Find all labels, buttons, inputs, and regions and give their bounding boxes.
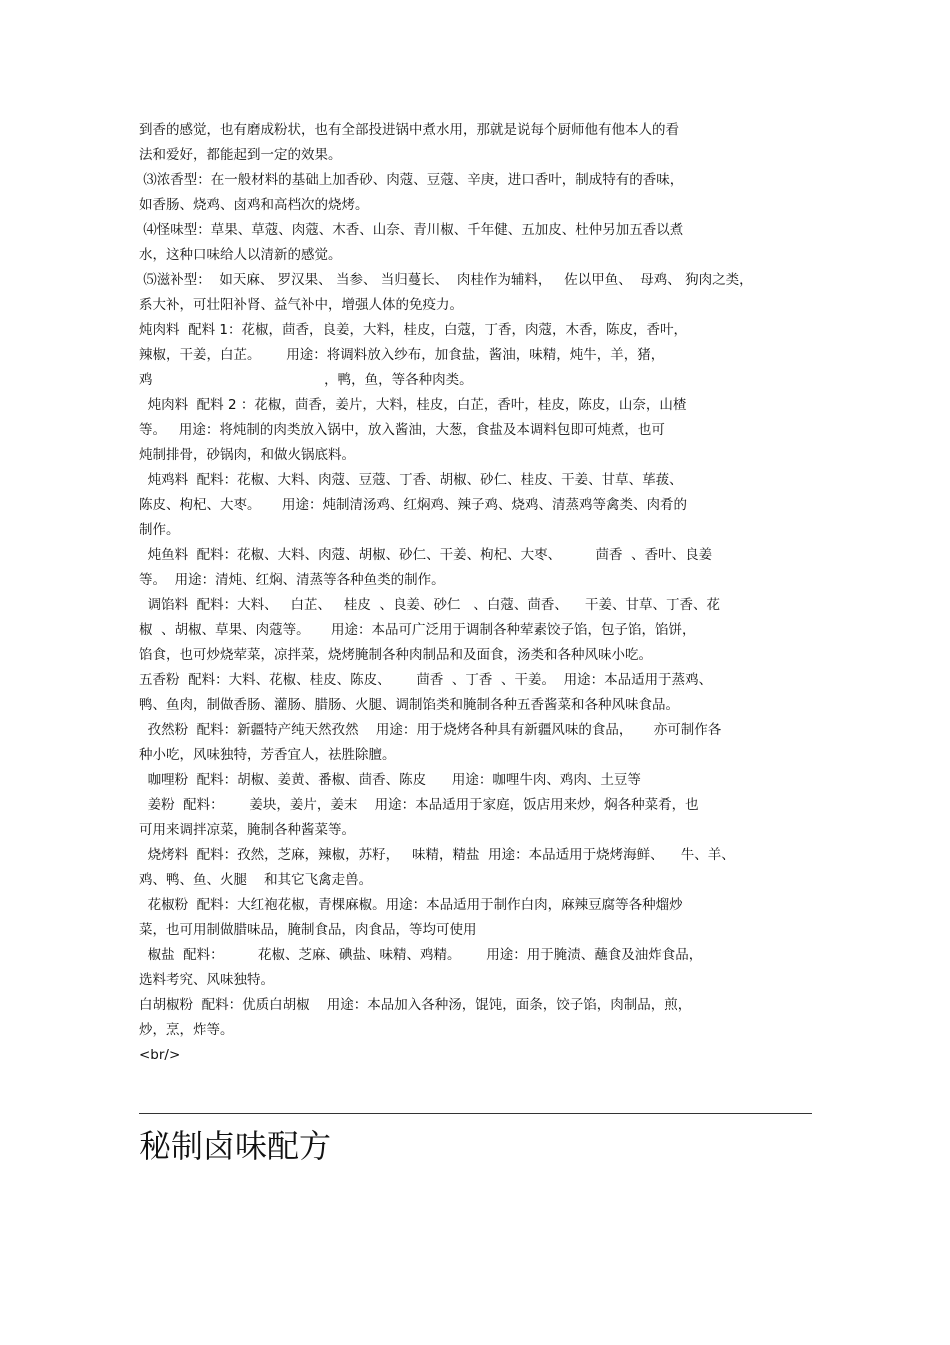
text-line: 鸡、鸭、鱼、火腿 和其它飞禽走兽。 [139, 872, 373, 888]
text-line: 如香肠、烧鸡、卤鸡和高档次的烧烤。 [139, 197, 369, 213]
text-line: 白胡椒粉 配料：优质白胡椒 用途：本品加入各种汤，馄饨，面条，饺子馅，肉制品，煎， [139, 997, 692, 1013]
text-line: 制作。 [139, 522, 180, 538]
text-line: 椒盐 配料： 花椒、芝麻、碘盐、味精、鸡精。 用途：用于腌渍、蘸食及油炸食品， [139, 947, 703, 963]
text-line: 烧烤料 配料：孜然，芝麻，辣椒，苏籽， 味精，精盐 用途：本品适用于烧烤海鲜、 牛、羊、 [139, 847, 735, 863]
text-line: 炖肉料 配料 2 ：花椒，茴香，姜片，大料，桂皮，白芷，香叶，桂皮，陈皮，山奈，山楂 [139, 397, 687, 413]
section-heading: 秘制卤味配方 [139, 1127, 332, 1165]
text-line: 菜，也可用制做腊味品，腌制食品，肉食品，等均可使用 [139, 922, 477, 938]
text-line: 陈皮、枸杞、大枣。 用途：炖制清汤鸡、红焖鸡、辣子鸡、烧鸡、清蒸鸡等禽类、肉肴的 [139, 497, 687, 513]
text-line: 等。 用途：将炖制的肉类放入锅中，放入酱油，大葱，食盐及本调料包即可炖煮，也可 [139, 422, 665, 438]
text-line: 姜粉 配料： 姜块，姜片，姜末 用途：本品适用于家庭，饭店用来炒，焖各种菜肴，也 [139, 797, 699, 813]
text-line: 等。 用途：清炖、红焖、清蒸等各种鱼类的制作。 [139, 572, 445, 588]
text-line: 孜然粉 配料：新疆特产纯天然孜然 用途：用于烧烤各种具有新疆风味的食品， 亦可制作各 [139, 722, 722, 738]
text-line: 花椒粉 配料：大红袍花椒，青棵麻椒。用途：本品适用于制作白肉，麻辣豆腐等各种熘炒 [139, 897, 683, 913]
body-text [139, 118, 819, 1068]
text-line: 到香的感觉，也有磨成粉状，也有全部投进锅中煮水用，那就是说每个厨师他有他本人的看 [139, 122, 679, 138]
text-line: 馅食，也可炒烧荤菜，凉拌菜，烧烤腌制各种肉制品和及面食，汤类和各种风味小吃。 [139, 647, 652, 663]
text-line: 水，这种口味给人以清新的感觉。 [139, 247, 342, 263]
text-line: 炖制排骨，砂锅肉，和做火锅底料。 [139, 447, 355, 463]
text-line: ⑷怪味型：草果、草蔻、肉蔻、木香、山奈、青川椒、千年健、五加皮、杜仲另加五香以煮 [139, 222, 684, 238]
text-line: 调馅料 配料：大料、 白芷、 桂皮 、良姜、砂仁 、白蔻、茴香、 干姜、甘草、丁香、花 [139, 597, 721, 613]
text-line: 炖肉料 配料 1：花椒，茴香，良姜，大料，桂皮，白蔻，丁香，肉蔻，木香，陈皮，香叶， [139, 322, 687, 338]
section-divider [139, 1113, 812, 1114]
text-line: 种小吃，风味独特，芳香宜人，祛胜除膻。 [139, 747, 396, 763]
text-line: 咖哩粉 配料：胡椒、姜黄、番椒、茴香、陈皮 用途：咖哩牛肉、鸡肉、土豆等 [139, 772, 641, 788]
text-line: 椒 、胡椒、草果、肉蔻等。 用途：本品可广泛用于调制各种荤素饺子馅，包子馅，馅饼， [139, 622, 696, 638]
text-line: 炖鱼料 配料：花椒、大料、肉蔻、胡椒、砂仁、干姜、枸杞、大枣、 茴香 、香叶、良姜 [139, 547, 713, 563]
text-line: 选料考究、风味独特。 [139, 972, 274, 988]
text-line: 法和爱好，都能起到一定的效果。 [139, 147, 342, 163]
text-line: ⑸滋补型： 如天麻、 罗汉果、 当参、 当归蔓长、 肉桂作为辅料， 佐以甲鱼、 母鸡、 狗肉之类， [139, 272, 753, 288]
text-line: 鸡 ，鸭，鱼，等各种肉类。 [139, 372, 473, 388]
text-line: 鸭、鱼肉，制做香肠、灌肠、腊肠、火腿、调制馅类和腌制各种五香酱菜和各种风味食品。 [139, 697, 679, 713]
text-line: 炒，烹，炸等。 [139, 1022, 234, 1038]
text-line: <br/> [139, 1047, 181, 1063]
text-line: 五香粉 配料：大料、花椒、桂皮、陈皮、 茴香 、丁香 、干姜。 用途：本品适用于蒸鸡、 [139, 672, 713, 688]
text-line: 可用来调拌凉菜，腌制各种酱菜等。 [139, 822, 355, 838]
text-line: 系大补，可壮阳补肾、益气补中，增强人体的免疫力。 [139, 297, 463, 313]
text-line: ⑶浓香型：在一般材料的基础上加香砂、肉蔻、豆蔻、辛庚，进口香叶，制成特有的香味， [139, 172, 684, 188]
text-line: 辣椒，干姜，白芷。 用途：将调料放入纱布，加食盐，酱油，味精，炖牛，羊，猪， [139, 347, 665, 363]
text-line: 炖鸡料 配料：花椒、大料、肉蔻、豆蔻、丁香、胡椒、砂仁、桂皮、干姜、甘草、荜菝、 [139, 472, 683, 488]
